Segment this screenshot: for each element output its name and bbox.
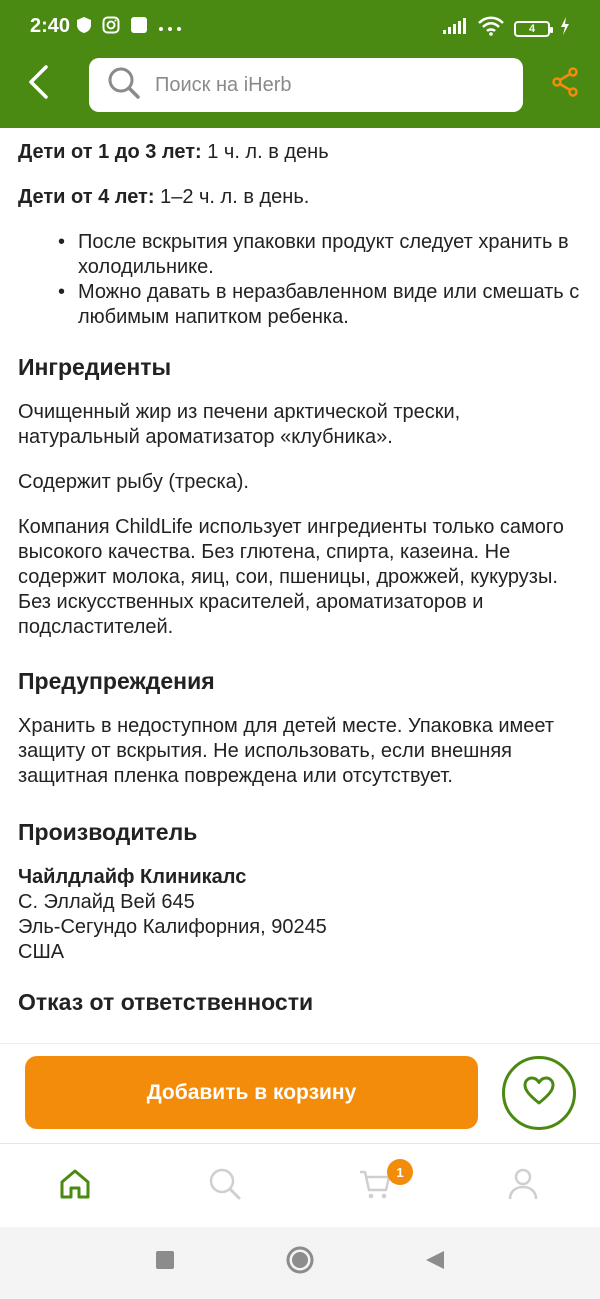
address-city: Эль-Сегундо Калифорния, 90245 [18, 916, 327, 938]
more-dots-icon [158, 19, 182, 37]
manufacturer-name: Чайлдлайф Клиникалс [18, 866, 247, 888]
address-country: США [18, 941, 65, 963]
dose-children-4-plus [18, 185, 580, 210]
status-system-icons [442, 16, 570, 41]
search-icon [107, 66, 141, 105]
allergen-text: Содержит рыбу (треска). [18, 471, 249, 493]
status-time: 2:40 [30, 15, 71, 37]
search-placeholder: Поиск на iHerb [155, 73, 292, 96]
manufacturer-address [18, 865, 580, 965]
manufacturer-heading: Производитель [18, 819, 198, 845]
back-system-button[interactable] [420, 1247, 450, 1277]
home-system-button[interactable] [285, 1247, 315, 1277]
product-description [0, 128, 600, 1043]
shield-icon [76, 16, 92, 39]
list-item: • После вскрытия упаковки продукт следует хранить в холодильнике. [78, 230, 580, 280]
share-button[interactable] [545, 64, 585, 104]
heart-icon [523, 1076, 555, 1111]
share-icon [551, 67, 579, 102]
quality-text: Компания ChildLife использует ингредиенты только самого высокого качества. Без глютена, спирта, казеина. Не содержит молока, яиц, сои, пшеницы, дрожжей, кукурузы. Без искусственных красителей, ароматизаторов и подсластителей. [18, 516, 564, 638]
app-notification-icon [130, 16, 148, 39]
cart-count-badge: 1 [387, 1159, 413, 1185]
dose-value: 1 ч. л. в день [201, 141, 329, 163]
search-input[interactable] [89, 58, 523, 112]
list-item: • Можно давать в неразбавленном виде или смешать с любимым напитком ребенка. [78, 280, 580, 330]
home-icon [58, 1167, 92, 1206]
ingredients-text: Очищенный жир из печени арктической трески, натуральный ароматизатор «клубника». [18, 401, 461, 448]
circle-icon [285, 1245, 315, 1280]
charging-icon [560, 17, 570, 40]
back-button[interactable] [18, 64, 58, 104]
search-icon [208, 1167, 242, 1206]
warnings-heading: Предупреждения [18, 668, 215, 694]
usage-notes-list [78, 230, 580, 330]
bottom-navigation [0, 1143, 600, 1227]
status-bar [0, 0, 600, 50]
ingredients-heading: Ингредиенты [18, 354, 172, 380]
recent-apps-button[interactable] [150, 1247, 180, 1277]
signal-icon [442, 17, 468, 40]
add-to-cart-button[interactable]: Добавить в корзину [25, 1056, 478, 1129]
cta-bar [0, 1043, 600, 1143]
wishlist-button[interactable] [502, 1056, 576, 1130]
triangle-back-icon [424, 1249, 446, 1276]
status-notification-icons [76, 16, 182, 39]
battery-icon: 4 [514, 21, 550, 37]
nav-search[interactable] [205, 1166, 245, 1206]
wifi-icon [478, 16, 504, 41]
square-icon [155, 1250, 175, 1275]
address-street: С. Эллайд Вей 645 [18, 891, 195, 913]
back-arrow-icon [27, 65, 49, 104]
instagram-icon [102, 16, 120, 39]
user-icon [506, 1167, 540, 1206]
nav-account[interactable] [503, 1166, 543, 1206]
nav-home[interactable] [55, 1166, 95, 1206]
disclaimer-heading: Отказ от ответственности [18, 989, 314, 1015]
system-navigation-bar [0, 1227, 600, 1299]
warnings-text: Хранить в недоступном для детей месте. Упаковка имеет защиту от вскрытия. Не использовать, если внешняя защитная пленка повреждена или отсутствует. [18, 715, 555, 787]
dose-value: 1–2 ч. л. в день. [154, 186, 310, 208]
app-bar [0, 50, 600, 128]
dose-label: Дети от 4 лет: [18, 186, 155, 208]
dose-children-1-3 [18, 140, 580, 165]
dose-label: Дети от 1 до 3 лет: [18, 141, 202, 163]
